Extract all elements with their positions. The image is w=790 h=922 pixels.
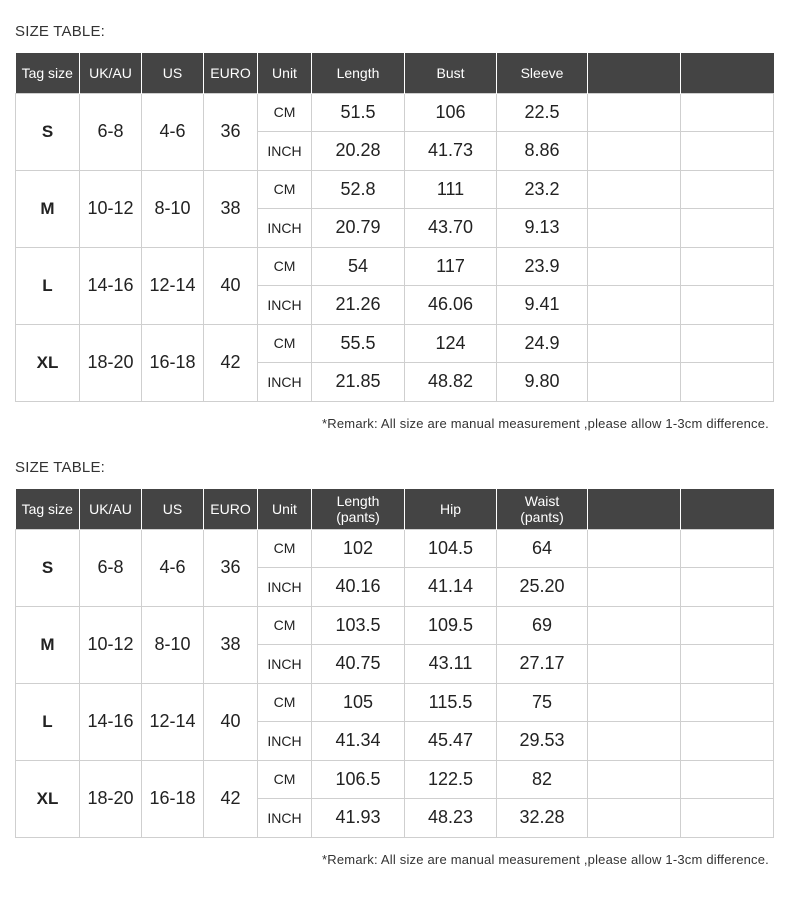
empty-cell: [588, 760, 681, 799]
column-header-label: EURO: [210, 64, 251, 81]
us-cell: 8-10: [142, 606, 204, 683]
unit-cell: CM: [258, 606, 312, 645]
unit-cell: CM: [258, 760, 312, 799]
empty-cell: [588, 645, 681, 684]
measure-cell: 51.5: [312, 93, 405, 132]
table-row: [16, 247, 774, 286]
tag-size-cell: S: [16, 529, 80, 606]
column-header: [405, 53, 497, 93]
measure-cell: 106.5: [312, 760, 405, 799]
measure-cell: 21.26: [312, 286, 405, 325]
measure-cell: 23.9: [497, 247, 588, 286]
tag-size-cell: L: [16, 247, 80, 324]
size-table: [15, 489, 774, 838]
tag-size-cell: M: [16, 170, 80, 247]
column-header: [258, 53, 312, 93]
empty-cell: [588, 683, 681, 722]
remark-note: *Remark: All size are manual measurement ,please allow 1-3cm difference.: [322, 416, 769, 431]
euro-cell: 36: [204, 529, 258, 606]
measure-cell: 104.5: [405, 529, 497, 568]
measure-cell: 22.5: [497, 93, 588, 132]
unit-cell: CM: [258, 170, 312, 209]
uk-au-cell: 6-8: [80, 529, 142, 606]
measure-cell: 69: [497, 606, 588, 645]
measure-cell: 64: [497, 529, 588, 568]
measure-cell: 40.16: [312, 568, 405, 607]
measure-cell: 124: [405, 324, 497, 363]
empty-cell: [681, 363, 774, 402]
unit-cell: INCH: [258, 645, 312, 684]
section-title: SIZE TABLE:: [15, 23, 106, 40]
measure-cell: 109.5: [405, 606, 497, 645]
column-header-sublabel: (pants): [336, 508, 380, 525]
measure-cell: 41.14: [405, 568, 497, 607]
measure-cell: 82: [497, 760, 588, 799]
empty-cell: [588, 529, 681, 568]
column-header: [497, 53, 588, 93]
uk-au-cell: 14-16: [80, 247, 142, 324]
uk-au-cell: 10-12: [80, 606, 142, 683]
measure-cell: 24.9: [497, 324, 588, 363]
column-header: [497, 489, 588, 529]
measure-cell: 41.73: [405, 132, 497, 171]
measure-cell: 102: [312, 529, 405, 568]
table-row: [16, 529, 774, 568]
measure-cell: 48.82: [405, 363, 497, 402]
measure-cell: 32.28: [497, 799, 588, 838]
empty-cell: [588, 606, 681, 645]
measure-cell: 25.20: [497, 568, 588, 607]
column-header-label: Unit: [272, 500, 297, 517]
measure-cell: 20.28: [312, 132, 405, 171]
column-header: [204, 489, 258, 529]
measure-cell: 41.93: [312, 799, 405, 838]
empty-cell: [681, 606, 774, 645]
unit-cell: INCH: [258, 363, 312, 402]
tag-size-cell: L: [16, 683, 80, 760]
column-header-label: Tag size: [21, 64, 73, 81]
unit-cell: INCH: [258, 132, 312, 171]
table-row: [16, 683, 774, 722]
empty-cell: [588, 324, 681, 363]
empty-cell: [681, 324, 774, 363]
column-header: [258, 489, 312, 529]
column-header-sublabel: (pants): [520, 508, 564, 525]
measure-cell: 29.53: [497, 722, 588, 761]
measure-cell: 54: [312, 247, 405, 286]
measure-cell: 111: [405, 170, 497, 209]
unit-cell: INCH: [258, 722, 312, 761]
measure-cell: 40.75: [312, 645, 405, 684]
column-header: [588, 489, 681, 529]
tag-size-cell: XL: [16, 324, 80, 401]
table-row: [16, 324, 774, 363]
measure-cell: 48.23: [405, 799, 497, 838]
empty-cell: [681, 645, 774, 684]
measure-cell: 43.70: [405, 209, 497, 248]
empty-cell: [588, 363, 681, 402]
measure-cell: 75: [497, 683, 588, 722]
empty-cell: [588, 209, 681, 248]
measure-cell: 115.5: [405, 683, 497, 722]
euro-cell: 40: [204, 247, 258, 324]
empty-cell: [588, 286, 681, 325]
euro-cell: 38: [204, 170, 258, 247]
measure-cell: 27.17: [497, 645, 588, 684]
empty-cell: [681, 247, 774, 286]
measure-cell: 46.06: [405, 286, 497, 325]
remark-note: *Remark: All size are manual measurement ,please allow 1-3cm difference.: [322, 852, 769, 867]
empty-cell: [588, 799, 681, 838]
measure-cell: 117: [405, 247, 497, 286]
column-header-label: UK/AU: [89, 500, 132, 517]
empty-cell: [681, 529, 774, 568]
table-row: [16, 606, 774, 645]
column-header-label: Sleeve: [520, 64, 564, 81]
unit-cell: INCH: [258, 568, 312, 607]
column-header: [312, 489, 405, 529]
column-header-label: EURO: [210, 500, 251, 517]
measure-cell: 52.8: [312, 170, 405, 209]
column-header-label: UK/AU: [89, 64, 132, 81]
measure-cell: 106: [405, 93, 497, 132]
uk-au-cell: 18-20: [80, 324, 142, 401]
unit-cell: CM: [258, 683, 312, 722]
column-header: [80, 489, 142, 529]
empty-cell: [681, 170, 774, 209]
unit-cell: INCH: [258, 286, 312, 325]
empty-cell: [588, 722, 681, 761]
us-cell: 12-14: [142, 247, 204, 324]
uk-au-cell: 10-12: [80, 170, 142, 247]
table-header-row: [16, 53, 774, 93]
unit-cell: CM: [258, 93, 312, 132]
table-row: [16, 170, 774, 209]
euro-cell: 42: [204, 324, 258, 401]
unit-cell: CM: [258, 247, 312, 286]
unit-cell: INCH: [258, 799, 312, 838]
us-cell: 4-6: [142, 93, 204, 170]
table-header-row: [16, 489, 774, 529]
measure-cell: 9.80: [497, 363, 588, 402]
measure-cell: 105: [312, 683, 405, 722]
empty-cell: [588, 568, 681, 607]
column-header-label: Length: [336, 492, 380, 509]
euro-cell: 36: [204, 93, 258, 170]
us-cell: 12-14: [142, 683, 204, 760]
measure-cell: 43.11: [405, 645, 497, 684]
measure-cell: 8.86: [497, 132, 588, 171]
measure-cell: 20.79: [312, 209, 405, 248]
column-header: [312, 53, 405, 93]
empty-cell: [681, 568, 774, 607]
section-title: SIZE TABLE:: [15, 459, 106, 476]
tag-size-cell: S: [16, 93, 80, 170]
empty-cell: [681, 286, 774, 325]
column-header: [16, 53, 80, 93]
column-header: [405, 489, 497, 529]
column-header: [204, 53, 258, 93]
column-header-label: Hip: [439, 500, 461, 517]
column-header: [142, 53, 204, 93]
empty-cell: [588, 170, 681, 209]
uk-au-cell: 6-8: [80, 93, 142, 170]
measure-cell: 103.5: [312, 606, 405, 645]
column-header-label: Tag size: [21, 500, 73, 517]
measure-cell: 9.41: [497, 286, 588, 325]
column-header: [80, 53, 142, 93]
column-header: [142, 489, 204, 529]
us-cell: 16-18: [142, 324, 204, 401]
column-header: [16, 489, 80, 529]
column-header: [588, 53, 681, 93]
us-cell: 16-18: [142, 760, 204, 837]
column-header: [681, 53, 774, 93]
euro-cell: 40: [204, 683, 258, 760]
empty-cell: [588, 132, 681, 171]
measure-cell: 23.2: [497, 170, 588, 209]
column-header-label: Unit: [272, 64, 297, 81]
table-row: [16, 760, 774, 799]
empty-cell: [681, 683, 774, 722]
tag-size-cell: M: [16, 606, 80, 683]
euro-cell: 42: [204, 760, 258, 837]
empty-cell: [681, 799, 774, 838]
empty-cell: [681, 760, 774, 799]
size-table: [15, 53, 774, 402]
empty-cell: [681, 722, 774, 761]
measure-cell: 45.47: [405, 722, 497, 761]
measure-cell: 55.5: [312, 324, 405, 363]
measure-cell: 122.5: [405, 760, 497, 799]
empty-cell: [588, 247, 681, 286]
measure-cell: 21.85: [312, 363, 405, 402]
unit-cell: INCH: [258, 209, 312, 248]
uk-au-cell: 14-16: [80, 683, 142, 760]
us-cell: 4-6: [142, 529, 204, 606]
column-header-label: Length: [336, 64, 380, 81]
measure-cell: 9.13: [497, 209, 588, 248]
column-header-label: Bust: [436, 64, 465, 81]
euro-cell: 38: [204, 606, 258, 683]
unit-cell: CM: [258, 324, 312, 363]
us-cell: 8-10: [142, 170, 204, 247]
measure-cell: 41.34: [312, 722, 405, 761]
column-header-label: US: [162, 500, 183, 517]
empty-cell: [681, 132, 774, 171]
unit-cell: CM: [258, 529, 312, 568]
empty-cell: [588, 93, 681, 132]
uk-au-cell: 18-20: [80, 760, 142, 837]
table-row: [16, 93, 774, 132]
empty-cell: [681, 209, 774, 248]
column-header-label: US: [162, 64, 183, 81]
tag-size-cell: XL: [16, 760, 80, 837]
column-header-label: Waist: [524, 492, 560, 509]
column-header: [681, 489, 774, 529]
empty-cell: [681, 93, 774, 132]
